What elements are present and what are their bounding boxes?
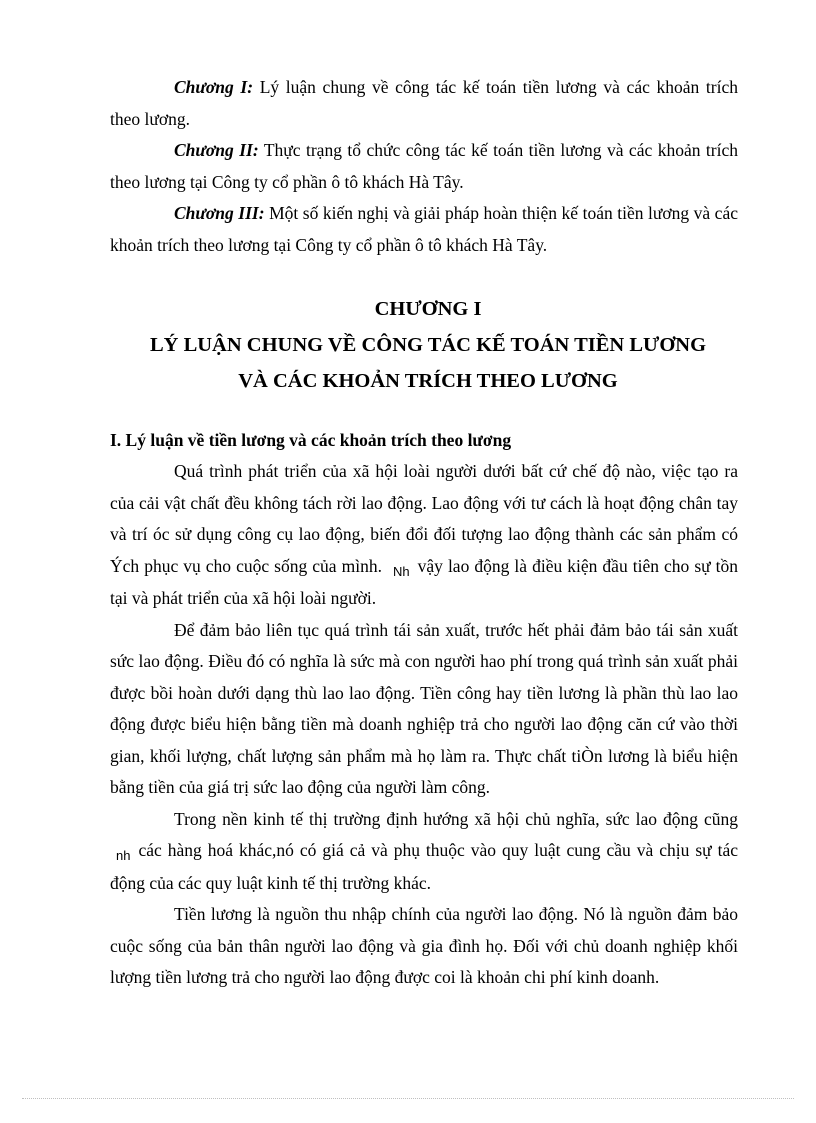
outline-chapter-2-label: Chương II: <box>174 140 259 160</box>
chapter-title-line-2: VÀ CÁC KHOẢN TRÍCH THEO LƯƠNG <box>238 370 618 392</box>
body-paragraph-1 <box>110 456 738 615</box>
outline-item-chapter-1 <box>110 72 738 135</box>
paragraph-1-part-a: Quá trình phát triển của xã hội loài người dưới bất cứ chế độ nào, việc tạo ra của cải vật chất đều không tách rời lao động. Lao động với tư cách là hoạt động chân tay và trí óc sử dụng công cụ lao động, biến đổi đối tượng lao động thành các sản phẩm có Ých phục vụ cho cuộc sống của mình. <box>110 461 738 576</box>
outline-chapter-3-text: Một số kiến nghị và giải pháp hoàn thiện kế toán tiền lương và các khoản trích theo lương tại Công ty cổ phần ô tô khách Hà Tây. <box>110 203 738 255</box>
outline-item-chapter-3 <box>110 198 738 261</box>
chapter-outline <box>110 72 738 261</box>
chapter-number-heading: CHƯƠNG I <box>374 298 482 320</box>
section-body <box>110 456 738 994</box>
outline-item-chapter-2 <box>110 135 738 198</box>
outline-chapter-3-label: Chương III: <box>174 203 265 223</box>
paragraph-1-part-b: vậy lao động là điều kiện đầu tiên cho sự tồn tại và phát triển của xã hội loài người. <box>110 555 739 608</box>
paragraph-3-artifact-text: nh <box>116 848 131 863</box>
page-bottom-divider <box>22 1098 794 1099</box>
outline-chapter-1-text: Lý luận chung về công tác kế toán tiền lương và các khoản trích theo lương. <box>110 77 738 129</box>
outline-chapter-1-label: Chương I: <box>174 77 254 97</box>
body-paragraph-2: Để đảm bảo liên tục quá trình tái sản xuất, trước hết phải đảm bảo tái sản xuất sức lao động. Điều đó có nghĩa là sức mà con người hao phí trong quá trình sản xuất phải được bồi hoàn dưới dạng thù lao lao động. Tiền công hay tiền lương là phần thù lao lao động được biểu hiện bằng tiền mà doanh nghiệp trả cho người lao động căn cứ vào thời gian, khối lượng, chất lượng sản phẩm mà họ làm ra. Thực chất tiÒn lương là biểu hiện bằng tiền của giá trị sức lao động của người làm công. <box>110 619 738 797</box>
outline-chapter-2-text: Thực trạng tổ chức công tác kế toán tiền lương và các khoản trích theo lương tại Công ty cổ phần ô tô khách Hà Tây. <box>110 140 738 192</box>
paragraph-3-part-a: Trong nền kinh tế thị trường định hướng xã hội chủ nghĩa, sức lao động cũng <box>174 808 738 829</box>
body-paragraph-3 <box>110 804 738 900</box>
body-paragraph-4: Tiền lương là nguồn thu nhập chính của người lao động. Nó là nguồn đảm bảo cuộc sống của bản thân người lao động và gia đình họ. Đối với chủ doanh nghiệp khối lượng tiền lương trả cho người lao động được coi là khoản chi phí kinh doanh. <box>110 904 738 987</box>
paragraph-3-part-b: các hàng hoá khác,nó có giá cả và phụ thuộc vào quy luật cung cầu và chịu sự tác động của các quy luật kinh tế thị trường khác. <box>110 840 738 893</box>
section-title: I. Lý luận về tiền lương và các khoản trích theo lương <box>110 430 512 450</box>
chapter-title-line-1: LÝ LUẬN CHUNG VỀ CÔNG TÁC KẾ TOÁN TIỀN LƯƠNG <box>149 334 707 356</box>
paragraph-1-artifact-text: Nh <box>393 563 410 579</box>
